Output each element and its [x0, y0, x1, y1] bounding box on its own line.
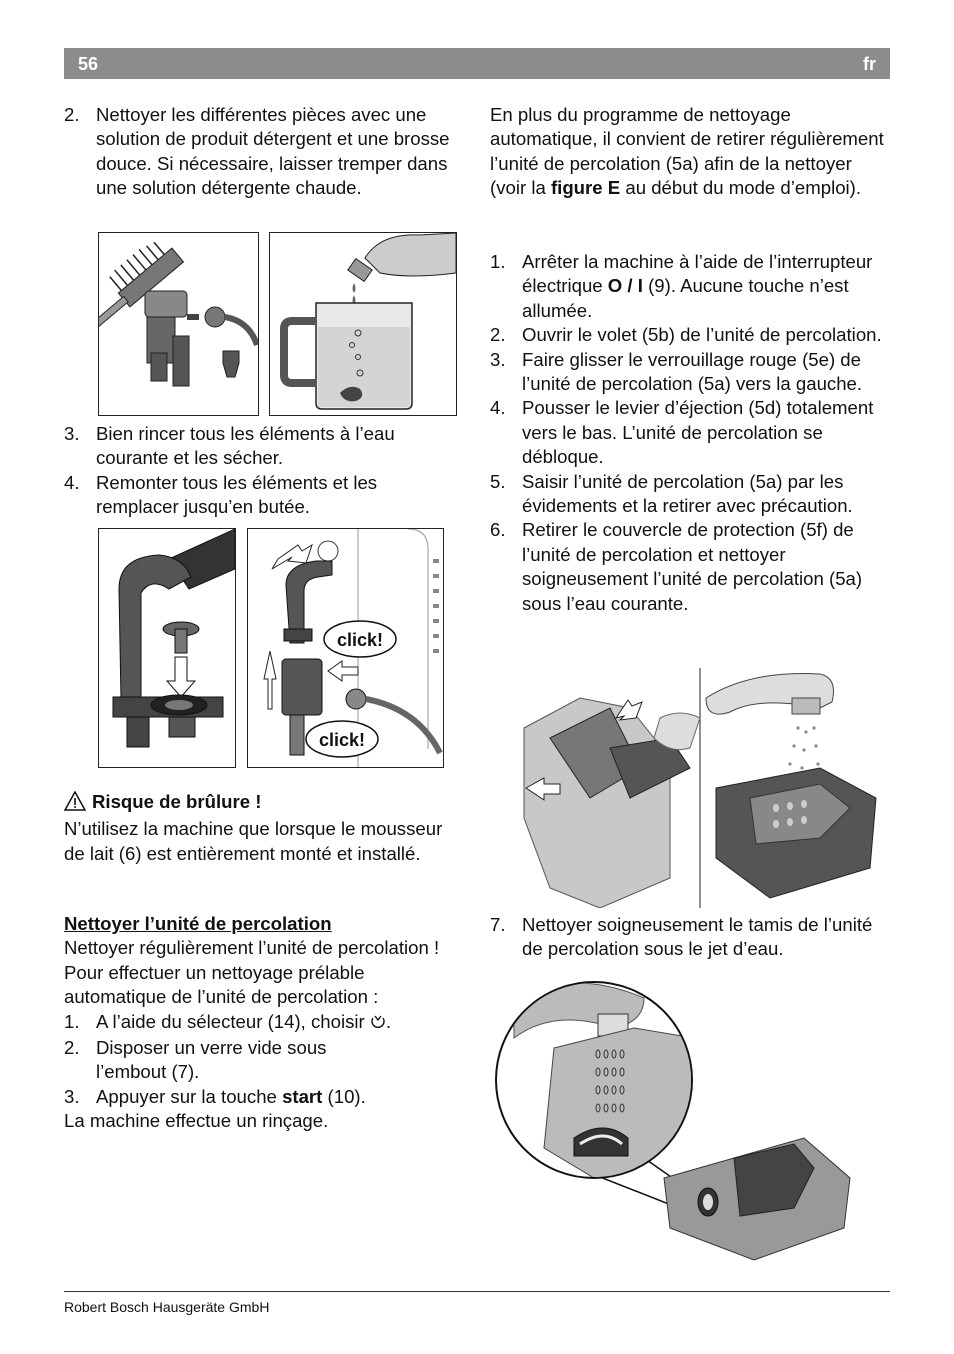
list-item: 3. Appuyer sur la touche start (10). — [64, 1085, 366, 1107]
start-key-label: start — [282, 1085, 323, 1107]
footer-divider — [64, 1291, 890, 1292]
list-item: 2. Disposer un verre vide sous l’embout (7). — [64, 1037, 327, 1083]
list-item: 7. Nettoyer soigneusement le tamis de l’unité de percolation sous le jet d’eau. — [490, 914, 873, 960]
power-switch-label: O / I — [607, 275, 643, 297]
section-intro-1: Nettoyer régulièrement l’unité de percolation ! — [64, 937, 440, 959]
page-header — [64, 48, 890, 79]
click-label-top: click! — [336, 630, 384, 650]
brew-unit-rinse-illustration — [520, 668, 886, 908]
list-item: 3. Bien rincer tous les éléments à l’eau courante et les sécher. — [64, 423, 395, 469]
left-steps-b — [64, 422, 464, 520]
nozzle-assembly-illustration — [98, 528, 236, 768]
list-item: 1. A l’aide du sélecteur (14), choisir . — [64, 1010, 464, 1036]
section-intro-2: Pour effectuer un nettoyage prélable automatique de l’unité de percolation : — [64, 961, 379, 1008]
section-heading: Nettoyer l’unité de percolation — [64, 913, 332, 934]
list-item: 5. Saisir l’unité de percolation (5a) par les évidements et la retirer avec précaution. — [490, 470, 853, 517]
brush-cleaning-illustration — [98, 232, 259, 416]
section-outro: La machine effectue un rinçage. — [64, 1110, 329, 1132]
click-insertion-illustration — [247, 528, 444, 768]
left-steps-a — [64, 103, 464, 201]
list-item: 4. Pousser le levier d’éjection (5d) totalement vers le bas. L’unité de percolation se débloque. — [490, 397, 874, 468]
right-intro: En plus du programme de nettoyage automatique, il convient de retirer régulièrement l’unité de percolation (5a) afin de la nettoyer (voir la figure E au début du mode d’emploi). — [490, 104, 884, 199]
step-list — [64, 103, 464, 201]
brew-unit-section — [64, 912, 464, 1134]
warning-title: Risque de brûlure ! — [92, 791, 262, 812]
page-number: 56 — [78, 54, 99, 74]
figure-reference: figure E — [550, 177, 621, 199]
language-code: fr — [863, 54, 876, 74]
footer-company: Robert Bosch Hausgeräte GmbH — [64, 1299, 270, 1315]
step-list — [490, 913, 890, 962]
beaker-detergent-illustration — [269, 232, 457, 416]
step-list — [490, 250, 890, 616]
list-item: 6. Retirer le couvercle de protection (5f) de l’unité de percolation et nettoyer soigneusement l’unité de percolation (5a) sous l’eau courante. — [490, 519, 863, 614]
list-item: 2. Nettoyer les différentes pièces avec une solution de produit détergent et une brosse douce. Si nécessaire, laisser tremper dans une solution détergente chaude. — [64, 104, 450, 199]
sieve-rinse-illustration — [494, 978, 864, 1264]
list-item: 2. Ouvrir le volet (5b) de l’unité de percolation. — [490, 324, 882, 346]
warning-text: N’utilisez la machine que lorsque le mousseur de lait (6) est entièrement monté et installé. — [64, 818, 443, 864]
step-list — [64, 422, 464, 520]
rinse-symbol-icon — [370, 1012, 386, 1036]
list-item: 4. Remonter tous les éléments et les remplacer jusqu’en butée. — [64, 471, 378, 518]
step-list — [64, 1010, 464, 1110]
click-label-bottom: click! — [318, 730, 366, 750]
right-steps — [490, 250, 890, 616]
list-item: 3. Faire glisser le verrouillage rouge (5e) de l’unité de percolation (5a) vers la gauche. — [490, 348, 863, 395]
warning-block — [64, 790, 464, 866]
right-step-7 — [490, 913, 890, 962]
warning-triangle-icon — [64, 791, 86, 817]
list-item: 1. Arrêter la machine à l’aide de l’interrupteur électrique O / I (9). Aucune touche n’est allumée. — [490, 251, 873, 321]
